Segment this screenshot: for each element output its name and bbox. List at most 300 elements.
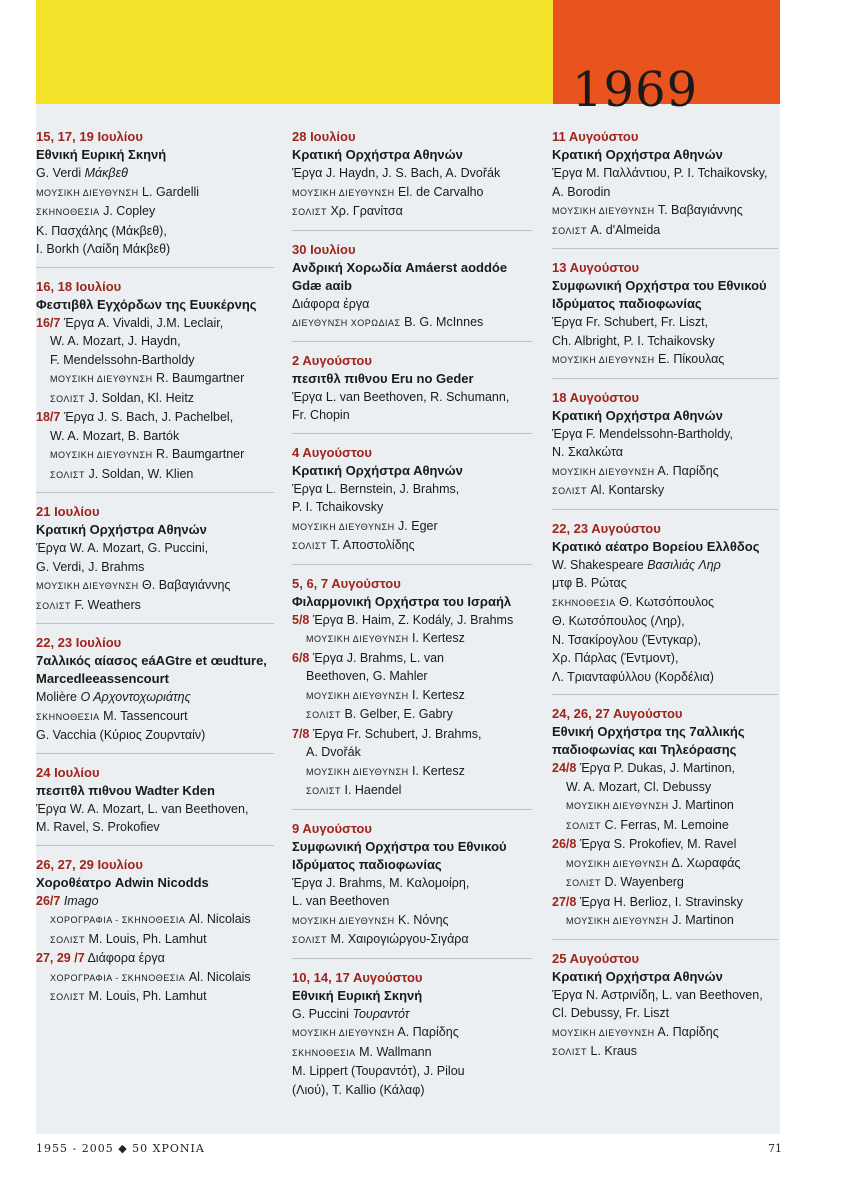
event-line bbox=[292, 892, 532, 911]
credit-role: ΜΟΥΣΙΚΗ ΔΙΕΥΘΥΝΣΗ bbox=[36, 581, 139, 591]
credit-text: Α. Παρίδης bbox=[654, 463, 719, 478]
credit-role: ΧΟΡΟΓΡΑΦΙΑ - ΣΚΗΝΟΘΕΣΙΑ bbox=[50, 915, 186, 925]
year-heading: 1969 bbox=[572, 62, 699, 118]
event-line bbox=[36, 389, 274, 409]
credit-text: M. Tassencourt bbox=[99, 708, 188, 723]
event-line bbox=[36, 968, 274, 988]
credit-text: μτφ Β. Ρώτας bbox=[552, 576, 627, 590]
credit-text: B. G. McInnes bbox=[400, 315, 484, 329]
credit-role: ΜΟΥΣΙΚΗ ΔΙΕΥΘΥΝΣΗ bbox=[552, 466, 655, 477]
credit-text: Τ. Βαβαγιάννης bbox=[654, 203, 743, 217]
event-entry bbox=[36, 503, 274, 624]
credit-role: ΜΟΥΣΙΚΗ ΔΙΕΥΘΥΝΣΗ bbox=[566, 858, 669, 869]
event-line bbox=[36, 240, 274, 259]
credit-role: ΜΟΥΣΙΚΗ ΔΙΕΥΘΥΝΣΗ bbox=[552, 1027, 655, 1038]
credit-text: R. Baumgartner bbox=[152, 371, 245, 385]
page-number: 71 bbox=[768, 1142, 782, 1155]
event-entry bbox=[36, 128, 274, 268]
performance-date: 18/7 bbox=[36, 410, 61, 424]
event-title: Marcedleeassencourt bbox=[36, 671, 169, 686]
column-1 bbox=[36, 128, 274, 1025]
event-line bbox=[36, 949, 274, 968]
event-line bbox=[36, 558, 274, 577]
credit-text: L. Gardelli bbox=[138, 184, 200, 199]
credit-text: G. Puccini bbox=[292, 1006, 353, 1021]
event-date: 26, 27, 29 Ιουλίου bbox=[36, 856, 143, 872]
credit-text: I. Borkh (Λαίδη Μάκβεθ) bbox=[36, 242, 171, 256]
credit-text: D. Wayenberg bbox=[600, 875, 684, 889]
credit-text: Έργα Fr. Schubert, J. Brahms, bbox=[309, 726, 482, 741]
credit-role: ΣΟΛΙΣΤ bbox=[50, 992, 85, 1002]
event-date: 9 Αυγούστου bbox=[292, 820, 372, 836]
credit-text: C. Ferras, M. Lemoine bbox=[600, 817, 729, 832]
event-title: Ιδρύματος παδιοφωνίας bbox=[292, 856, 442, 872]
event-line bbox=[292, 1023, 532, 1043]
event-line bbox=[292, 1043, 532, 1063]
event-line bbox=[292, 1062, 532, 1081]
event-line bbox=[292, 388, 532, 407]
event-line bbox=[36, 427, 274, 446]
event-line bbox=[36, 183, 274, 203]
event-line bbox=[36, 910, 274, 930]
event-line bbox=[36, 892, 274, 911]
event-line bbox=[292, 705, 532, 725]
credit-role: ΣΚΗΝΟΘΕΣΙΑ bbox=[552, 597, 616, 608]
credit-text: W. A. Mozart, B. Bartók bbox=[50, 428, 180, 443]
work-title: Μάκβεθ bbox=[84, 166, 128, 180]
event-line bbox=[292, 686, 532, 706]
event-line bbox=[36, 222, 274, 241]
credit-text: G. Verdi bbox=[36, 166, 85, 180]
credit-text: A. Dvořák bbox=[306, 745, 361, 759]
credit-text: (Λιού), T. Kallio (Κάλαφ) bbox=[292, 1082, 425, 1097]
credit-text: Έργα A. Vivaldi, J.M. Leclair, bbox=[60, 315, 224, 330]
event-line bbox=[552, 462, 778, 482]
event-line bbox=[292, 498, 532, 517]
event-line bbox=[552, 816, 778, 836]
event-line bbox=[552, 1004, 778, 1023]
credit-text: B. Gelber, E. Gabry bbox=[340, 707, 453, 721]
performance-date: 6/8 bbox=[292, 650, 310, 665]
event-line bbox=[36, 707, 274, 727]
credit-text: Έργα Ν. Αστρινίδη, L. van Beethoven, bbox=[552, 987, 763, 1002]
event-entry bbox=[292, 444, 532, 565]
event-line bbox=[552, 1023, 778, 1043]
event-line bbox=[292, 1081, 532, 1100]
credit-role: ΜΟΥΣΙΚΗ ΔΙΕΥΘΥΝΣΗ bbox=[306, 634, 409, 644]
credit-role: ΜΟΥΣΙΚΗ ΔΙΕΥΘΥΝΣΗ bbox=[292, 1028, 395, 1038]
event-line bbox=[552, 986, 778, 1005]
performance-date: 27/8 bbox=[552, 894, 577, 909]
event-line bbox=[292, 406, 532, 425]
footer-series: 1955 - 2005 ◆ 50 ΧΡΟΝΙΑ bbox=[36, 1142, 205, 1155]
event-line bbox=[36, 332, 274, 351]
event-line bbox=[552, 893, 778, 912]
credit-role: ΔΙΕΥΘΥΝΣΗ ΧΟΡΩΔΙΑΣ bbox=[292, 318, 401, 328]
event-entry bbox=[36, 856, 274, 1015]
credit-role: ΜΟΥΣΙΚΗ ΔΙΕΥΘΥΝΣΗ bbox=[50, 374, 153, 384]
credit-text: I. Haendel bbox=[340, 783, 402, 797]
credit-text: J. Soldan, Kl. Heitz bbox=[84, 390, 195, 405]
credit-text: Έργα Μ. Παλλάντιου, P. I. Tchaikovsky, bbox=[552, 166, 768, 180]
event-line bbox=[292, 536, 532, 556]
event-line bbox=[36, 930, 274, 950]
event-line bbox=[552, 164, 778, 183]
credit-text: Έργα Fr. Schubert, Fr. Liszt, bbox=[552, 315, 709, 329]
credit-text: J. Martinon bbox=[668, 913, 734, 927]
credit-text: Έργα F. Mendelssohn-Bartholdy, bbox=[552, 426, 733, 441]
event-line bbox=[552, 425, 778, 444]
credit-text: M. Wallmann bbox=[355, 1044, 432, 1059]
event-date: 28 Ιουλίου bbox=[292, 129, 356, 144]
event-line bbox=[552, 593, 778, 613]
event-title: Κρατική Ορχήστρα Αθηνών bbox=[36, 522, 207, 537]
credit-text: Molière bbox=[36, 690, 81, 704]
credit-role: ΜΟΥΣΙΚΗ ΔΙΕΥΘΥΝΣΗ bbox=[566, 801, 669, 811]
credit-text: Al. Nicolais bbox=[185, 912, 251, 926]
credit-text: I. Kertesz bbox=[408, 687, 465, 702]
event-line bbox=[552, 668, 778, 687]
event-title: Φιλαρμονική Ορχήστρα του Ισραήλ bbox=[292, 593, 512, 609]
event-title: πεσιτθλ πιθνου Wadter Kden bbox=[36, 782, 215, 798]
event-date: 21 Ιουλίου bbox=[36, 504, 100, 519]
credit-text: Θ. Κωτσόπουλος (Ληρ), bbox=[552, 614, 685, 628]
credit-text: J. Martinon bbox=[668, 798, 734, 812]
event-line bbox=[552, 796, 778, 816]
credit-role: ΣΟΛΙΣΤ bbox=[36, 600, 71, 611]
credit-text: Τ. Αποστολίδης bbox=[326, 538, 415, 552]
credit-text: Ε. Πίκουλας bbox=[654, 352, 725, 366]
event-entry bbox=[292, 352, 532, 434]
credit-text: Ν. Τσακίρογλου (Έντγκαρ), bbox=[552, 632, 702, 647]
event-line bbox=[36, 818, 274, 837]
event-title: Εθνική Ευρική Σκηνή bbox=[292, 987, 423, 1003]
credit-text: Al. Kontarsky bbox=[586, 483, 665, 497]
event-line bbox=[292, 295, 532, 314]
event-line bbox=[552, 835, 778, 854]
event-line bbox=[292, 874, 532, 893]
event-line bbox=[292, 480, 532, 499]
event-date: 15, 17, 19 Ιουλίου bbox=[36, 129, 143, 144]
work-title: Ο Αρχοντοχωριάτης bbox=[80, 690, 191, 704]
event-entry bbox=[292, 969, 532, 1108]
event-title: Ανδρική Χορωδία Amáerst aoddóe bbox=[292, 259, 508, 275]
credit-text: Χρ. Πάρλας (Έντμοντ), bbox=[552, 651, 679, 665]
credit-text: Ν. Σκαλκώτα bbox=[552, 445, 623, 459]
event-date: 10, 14, 17 Αυγούστου bbox=[292, 969, 423, 985]
credit-role: ΜΟΥΣΙΚΗ ΔΙΕΥΘΥΝΣΗ bbox=[306, 766, 409, 777]
credit-role: ΧΟΡΟΓΡΑΦΙΑ - ΣΚΗΝΟΘΕΣΙΑ bbox=[50, 972, 186, 983]
credit-role: ΣΚΗΝΟΘΕΣΙΑ bbox=[36, 711, 100, 722]
credit-text: M. Louis, Ph. Lamhut bbox=[84, 931, 207, 946]
credit-role: ΣΟΛΙΣΤ bbox=[292, 207, 327, 217]
credit-text: Έργα S. Prokofiev, M. Ravel bbox=[576, 837, 737, 851]
event-line bbox=[552, 574, 778, 593]
event-line bbox=[36, 445, 274, 465]
event-line bbox=[292, 629, 532, 649]
event-line bbox=[36, 164, 274, 183]
credit-text: G. Vacchia (Κύριος Ζουρνταίν) bbox=[36, 728, 206, 742]
event-line bbox=[552, 649, 778, 668]
credit-text: G. Verdi, J. Brahms bbox=[36, 559, 145, 574]
event-line bbox=[292, 1005, 532, 1024]
credit-text: Κ. Νόνης bbox=[394, 912, 449, 927]
event-date: 25 Αυγούστου bbox=[552, 950, 640, 966]
credit-role: ΜΟΥΣΙΚΗ ΔΙΕΥΘΥΝΣΗ bbox=[552, 206, 655, 216]
credit-role: ΜΟΥΣΙΚΗ ΔΙΕΥΘΥΝΣΗ bbox=[566, 916, 669, 926]
credit-text: Μ. Χαιρογιώργου-Σιγάρα bbox=[326, 932, 469, 946]
credit-text: Α. Παρίδης bbox=[654, 1024, 719, 1039]
credit-text: Δ. Χωραφάς bbox=[668, 855, 741, 870]
credit-text: Έργα J. Haydn, J. S. Bach, A. Dvořák bbox=[292, 166, 501, 180]
work-title: Τουραντότ bbox=[352, 1006, 410, 1021]
performance-date: 5/8 bbox=[292, 612, 310, 627]
event-date: 2 Αυγούστου bbox=[292, 352, 372, 368]
column-2 bbox=[292, 128, 532, 1117]
credit-role: ΣΟΛΙΣΤ bbox=[552, 1047, 587, 1057]
event-line bbox=[552, 759, 778, 778]
credit-role: ΜΟΥΣΙΚΗ ΔΙΕΥΘΥΝΣΗ bbox=[292, 521, 395, 532]
event-line bbox=[552, 873, 778, 893]
event-line bbox=[36, 202, 274, 222]
event-title: Χοροθέατρο Adwin Nicodds bbox=[36, 874, 209, 890]
credit-text: Έργα J. S. Bach, J. Pachelbel, bbox=[60, 410, 234, 424]
event-line bbox=[552, 313, 778, 332]
credit-text: Έργα L. van Beethoven, R. Schumann, bbox=[292, 389, 510, 404]
event-title: Κρατική Ορχήστρα Αθηνών bbox=[552, 968, 723, 984]
credit-role: ΣΟΛΙΣΤ bbox=[50, 469, 85, 480]
event-title: Φεστιβθλ Εγχόρδων της Ευυκέρνης bbox=[36, 296, 257, 312]
credit-text: Έργα J. Brahms, M. Καλομοίρη, bbox=[292, 875, 470, 890]
event-line bbox=[292, 164, 532, 183]
event-line bbox=[36, 596, 274, 616]
credit-text: Έργα H. Berlioz, I. Stravinsky bbox=[576, 894, 743, 909]
credit-role: ΣΟΛΙΣΤ bbox=[292, 935, 327, 945]
credit-role: ΣΟΛΙΣΤ bbox=[306, 710, 341, 720]
credit-text: Fr. Chopin bbox=[292, 408, 350, 422]
credit-text: A. d'Almeida bbox=[586, 222, 661, 237]
event-title: Κρατική Ορχήστρα Αθηνών bbox=[292, 462, 463, 478]
event-line bbox=[36, 351, 274, 370]
event-title: Συμφωνική Ορχήστρα του Εθνικού bbox=[552, 278, 767, 293]
event-line bbox=[36, 800, 274, 819]
credit-text: Έργα J. Brahms, L. van bbox=[309, 650, 444, 665]
event-line bbox=[292, 743, 532, 762]
event-entry bbox=[292, 575, 532, 810]
credit-role: ΣΟΛΙΣΤ bbox=[306, 786, 341, 796]
event-line bbox=[36, 539, 274, 558]
event-line bbox=[552, 183, 778, 202]
credit-text: Cl. Debussy, Fr. Liszt bbox=[552, 1006, 670, 1020]
event-title: Gdæ aαib bbox=[292, 277, 352, 293]
event-title: Εθνική Ευρική Σκηνή bbox=[36, 147, 167, 162]
credit-text: Διάφορα έργα bbox=[84, 951, 165, 965]
event-entry bbox=[36, 764, 274, 846]
credit-text: Λ. Τριανταφύλλου (Κορδέλια) bbox=[552, 669, 714, 684]
work-title: Βασιλιάς Ληρ bbox=[647, 557, 721, 572]
performance-date: 26/7 bbox=[36, 893, 61, 908]
credit-role: ΣΚΗΝΟΘΕΣΙΑ bbox=[36, 207, 100, 217]
event-line bbox=[36, 576, 274, 596]
credit-role: ΣΟΛΙΣΤ bbox=[566, 878, 601, 888]
event-title: Ιδρύματος παδιοφωνίας bbox=[552, 296, 702, 311]
event-date: 30 Ιουλίου bbox=[292, 241, 356, 257]
event-line bbox=[36, 369, 274, 389]
credit-role: ΜΟΥΣΙΚΗ ΔΙΕΥΘΥΝΣΗ bbox=[552, 355, 655, 365]
credit-text: J. Eger bbox=[394, 518, 438, 533]
event-entry bbox=[36, 634, 274, 754]
event-line bbox=[292, 725, 532, 744]
credit-text: A. Borodin bbox=[552, 184, 611, 199]
event-entry bbox=[552, 705, 778, 940]
credit-text: L. Kraus bbox=[586, 1044, 638, 1058]
performance-date: 27, 29 /7 bbox=[36, 951, 85, 965]
event-date: 11 Αυγούστου bbox=[552, 129, 639, 144]
event-line bbox=[552, 556, 778, 575]
credit-text: P. I. Tchaikovsky bbox=[292, 500, 384, 514]
event-line bbox=[36, 987, 274, 1007]
credit-text: Διάφορα έργα bbox=[292, 296, 370, 311]
event-line bbox=[36, 408, 274, 427]
performance-date: 26/8 bbox=[552, 837, 577, 851]
credit-text: W. Shakespeare bbox=[552, 557, 648, 572]
column-3 bbox=[552, 128, 778, 1080]
credit-role: ΣΟΛΙΣΤ bbox=[566, 820, 601, 831]
work-title: Imago bbox=[60, 893, 99, 908]
event-line bbox=[552, 612, 778, 631]
event-date: 24 Ιουλίου bbox=[36, 764, 100, 780]
credit-text: Θ. Βαβαγιάννης bbox=[138, 578, 231, 592]
event-line bbox=[552, 631, 778, 650]
credit-text: W. A. Mozart, Cl. Debussy bbox=[566, 779, 712, 794]
event-date: 22, 23 Αυγούστου bbox=[552, 520, 661, 536]
event-line bbox=[292, 517, 532, 537]
credit-text: Έργα W. A. Mozart, G. Puccini, bbox=[36, 541, 209, 555]
credit-text: M. Louis, Ph. Lamhut bbox=[84, 989, 207, 1003]
event-line bbox=[292, 611, 532, 630]
event-date: 16, 18 Ιουλίου bbox=[36, 278, 122, 294]
performance-date: 24/8 bbox=[552, 761, 577, 775]
event-entry bbox=[36, 278, 274, 494]
performance-date: 7/8 bbox=[292, 726, 310, 741]
credit-text: Έργα W. A. Mozart, L. van Beethoven, bbox=[36, 801, 249, 816]
credit-text: Θ. Κωτσόπουλος bbox=[615, 594, 715, 609]
event-line bbox=[552, 1042, 778, 1062]
credit-text: F. Mendelssohn-Bartholdy bbox=[50, 352, 195, 367]
credit-text: Έργα L. Bernstein, J. Brahms, bbox=[292, 481, 460, 496]
credit-role: ΣΚΗΝΟΘΕΣΙΑ bbox=[292, 1047, 356, 1058]
event-entry bbox=[552, 128, 778, 249]
event-line bbox=[36, 465, 274, 485]
credit-text: L. van Beethoven bbox=[292, 894, 390, 908]
event-title: Εθνική Ορχήστρα της 7αλλικής bbox=[552, 724, 745, 739]
event-line bbox=[552, 778, 778, 797]
event-line bbox=[552, 481, 778, 501]
credit-role: ΣΟΛΙΣΤ bbox=[292, 541, 327, 551]
credit-text: Χρ. Γρανίτσα bbox=[326, 204, 403, 218]
event-title: 7αλλικός αίασος eáAGtre et œudture, bbox=[36, 653, 267, 668]
performance-date: 16/7 bbox=[36, 315, 61, 330]
event-line bbox=[292, 781, 532, 801]
event-line bbox=[292, 930, 532, 950]
event-title: πεσιτθλ πιθνου Eru no Geder bbox=[292, 370, 474, 386]
event-line bbox=[552, 854, 778, 874]
credit-text: J. Copley bbox=[99, 204, 156, 218]
event-entry bbox=[552, 389, 778, 510]
credit-text: J. Soldan, W. Klien bbox=[84, 466, 194, 481]
event-line bbox=[292, 313, 532, 333]
credit-text: F. Weathers bbox=[70, 597, 141, 612]
event-line bbox=[292, 183, 532, 203]
credit-text: I. Kertesz bbox=[408, 763, 465, 778]
credit-role: ΜΟΥΣΙΚΗ ΔΙΕΥΘΥΝΣΗ bbox=[36, 187, 139, 198]
event-date: 4 Αυγούστου bbox=[292, 444, 372, 460]
event-line bbox=[292, 762, 532, 782]
event-line bbox=[292, 667, 532, 686]
credit-text: El. de Carvalho bbox=[394, 184, 484, 199]
event-entry bbox=[292, 128, 532, 231]
credit-role: ΜΟΥΣΙΚΗ ΔΙΕΥΘΥΝΣΗ bbox=[50, 450, 153, 460]
credit-text: M. Ravel, S. Prokofiev bbox=[36, 820, 160, 834]
credit-text: M. Lippert (Τουραντότ), J. Pilou bbox=[292, 1064, 465, 1078]
credit-text: Beethoven, G. Mahler bbox=[306, 669, 428, 683]
event-line bbox=[292, 911, 532, 931]
event-date: 5, 6, 7 Αυγούστου bbox=[292, 575, 401, 591]
event-line bbox=[292, 649, 532, 668]
event-date: 22, 23 Ιουλίου bbox=[36, 635, 122, 650]
event-title: Κρατική Ορχήστρα Αθηνών bbox=[552, 407, 723, 423]
event-date: 24, 26, 27 Αυγούστου bbox=[552, 706, 683, 721]
credit-role: ΣΟΛΙΣΤ bbox=[50, 393, 85, 404]
event-title: παδιοφωνίας και Τηλεόρασης bbox=[552, 742, 737, 757]
event-line bbox=[552, 201, 778, 221]
event-entry bbox=[292, 820, 532, 959]
event-entry bbox=[552, 259, 778, 379]
event-line bbox=[552, 350, 778, 370]
event-line bbox=[552, 332, 778, 351]
credit-role: ΜΟΥΣΙΚΗ ΔΙΕΥΘΥΝΣΗ bbox=[292, 915, 395, 926]
credit-role: ΣΟΛΙΣΤ bbox=[552, 486, 587, 496]
event-line bbox=[552, 443, 778, 462]
credit-role: ΣΟΛΙΣΤ bbox=[50, 934, 85, 945]
event-title: Κρατική Ορχήστρα Αθηνών bbox=[292, 147, 463, 162]
event-line bbox=[36, 314, 274, 333]
event-date: 13 Αυγούστου bbox=[552, 260, 640, 275]
credit-text: R. Baumgartner bbox=[152, 447, 245, 461]
event-title: Συμφωνική Ορχήστρα του Εθνικού bbox=[292, 838, 507, 854]
credit-text: Ch. Albright, P. I. Tchaikovsky bbox=[552, 333, 715, 348]
credit-text: Κ. Πασχάλης (Μάκβεθ), bbox=[36, 223, 167, 238]
event-line bbox=[36, 726, 274, 745]
event-entry bbox=[552, 950, 778, 1070]
credit-text: Έργα P. Dukas, J. Martinon, bbox=[576, 761, 736, 775]
credit-text: Έργα B. Haim, Z. Kodály, J. Brahms bbox=[309, 612, 514, 627]
credit-text: I. Kertesz bbox=[408, 631, 465, 645]
event-title: Κρατικό αέατρο Βορείου Ελλθδος bbox=[552, 538, 760, 554]
event-date: 18 Αυγούστου bbox=[552, 389, 640, 405]
event-title: Κρατική Ορχήστρα Αθηνών bbox=[552, 147, 723, 162]
event-entry bbox=[552, 520, 778, 696]
event-line bbox=[552, 911, 778, 931]
event-line bbox=[552, 221, 778, 241]
credit-text: Al. Nicolais bbox=[185, 969, 251, 984]
event-line bbox=[36, 688, 274, 707]
credit-text: Α. Παρίδης bbox=[394, 1025, 459, 1039]
credit-role: ΜΟΥΣΙΚΗ ΔΙΕΥΘΥΝΣΗ bbox=[306, 690, 409, 701]
event-entry bbox=[292, 241, 532, 342]
credit-text: W. A. Mozart, J. Haydn, bbox=[50, 334, 181, 348]
credit-role: ΣΟΛΙΣΤ bbox=[552, 225, 587, 236]
